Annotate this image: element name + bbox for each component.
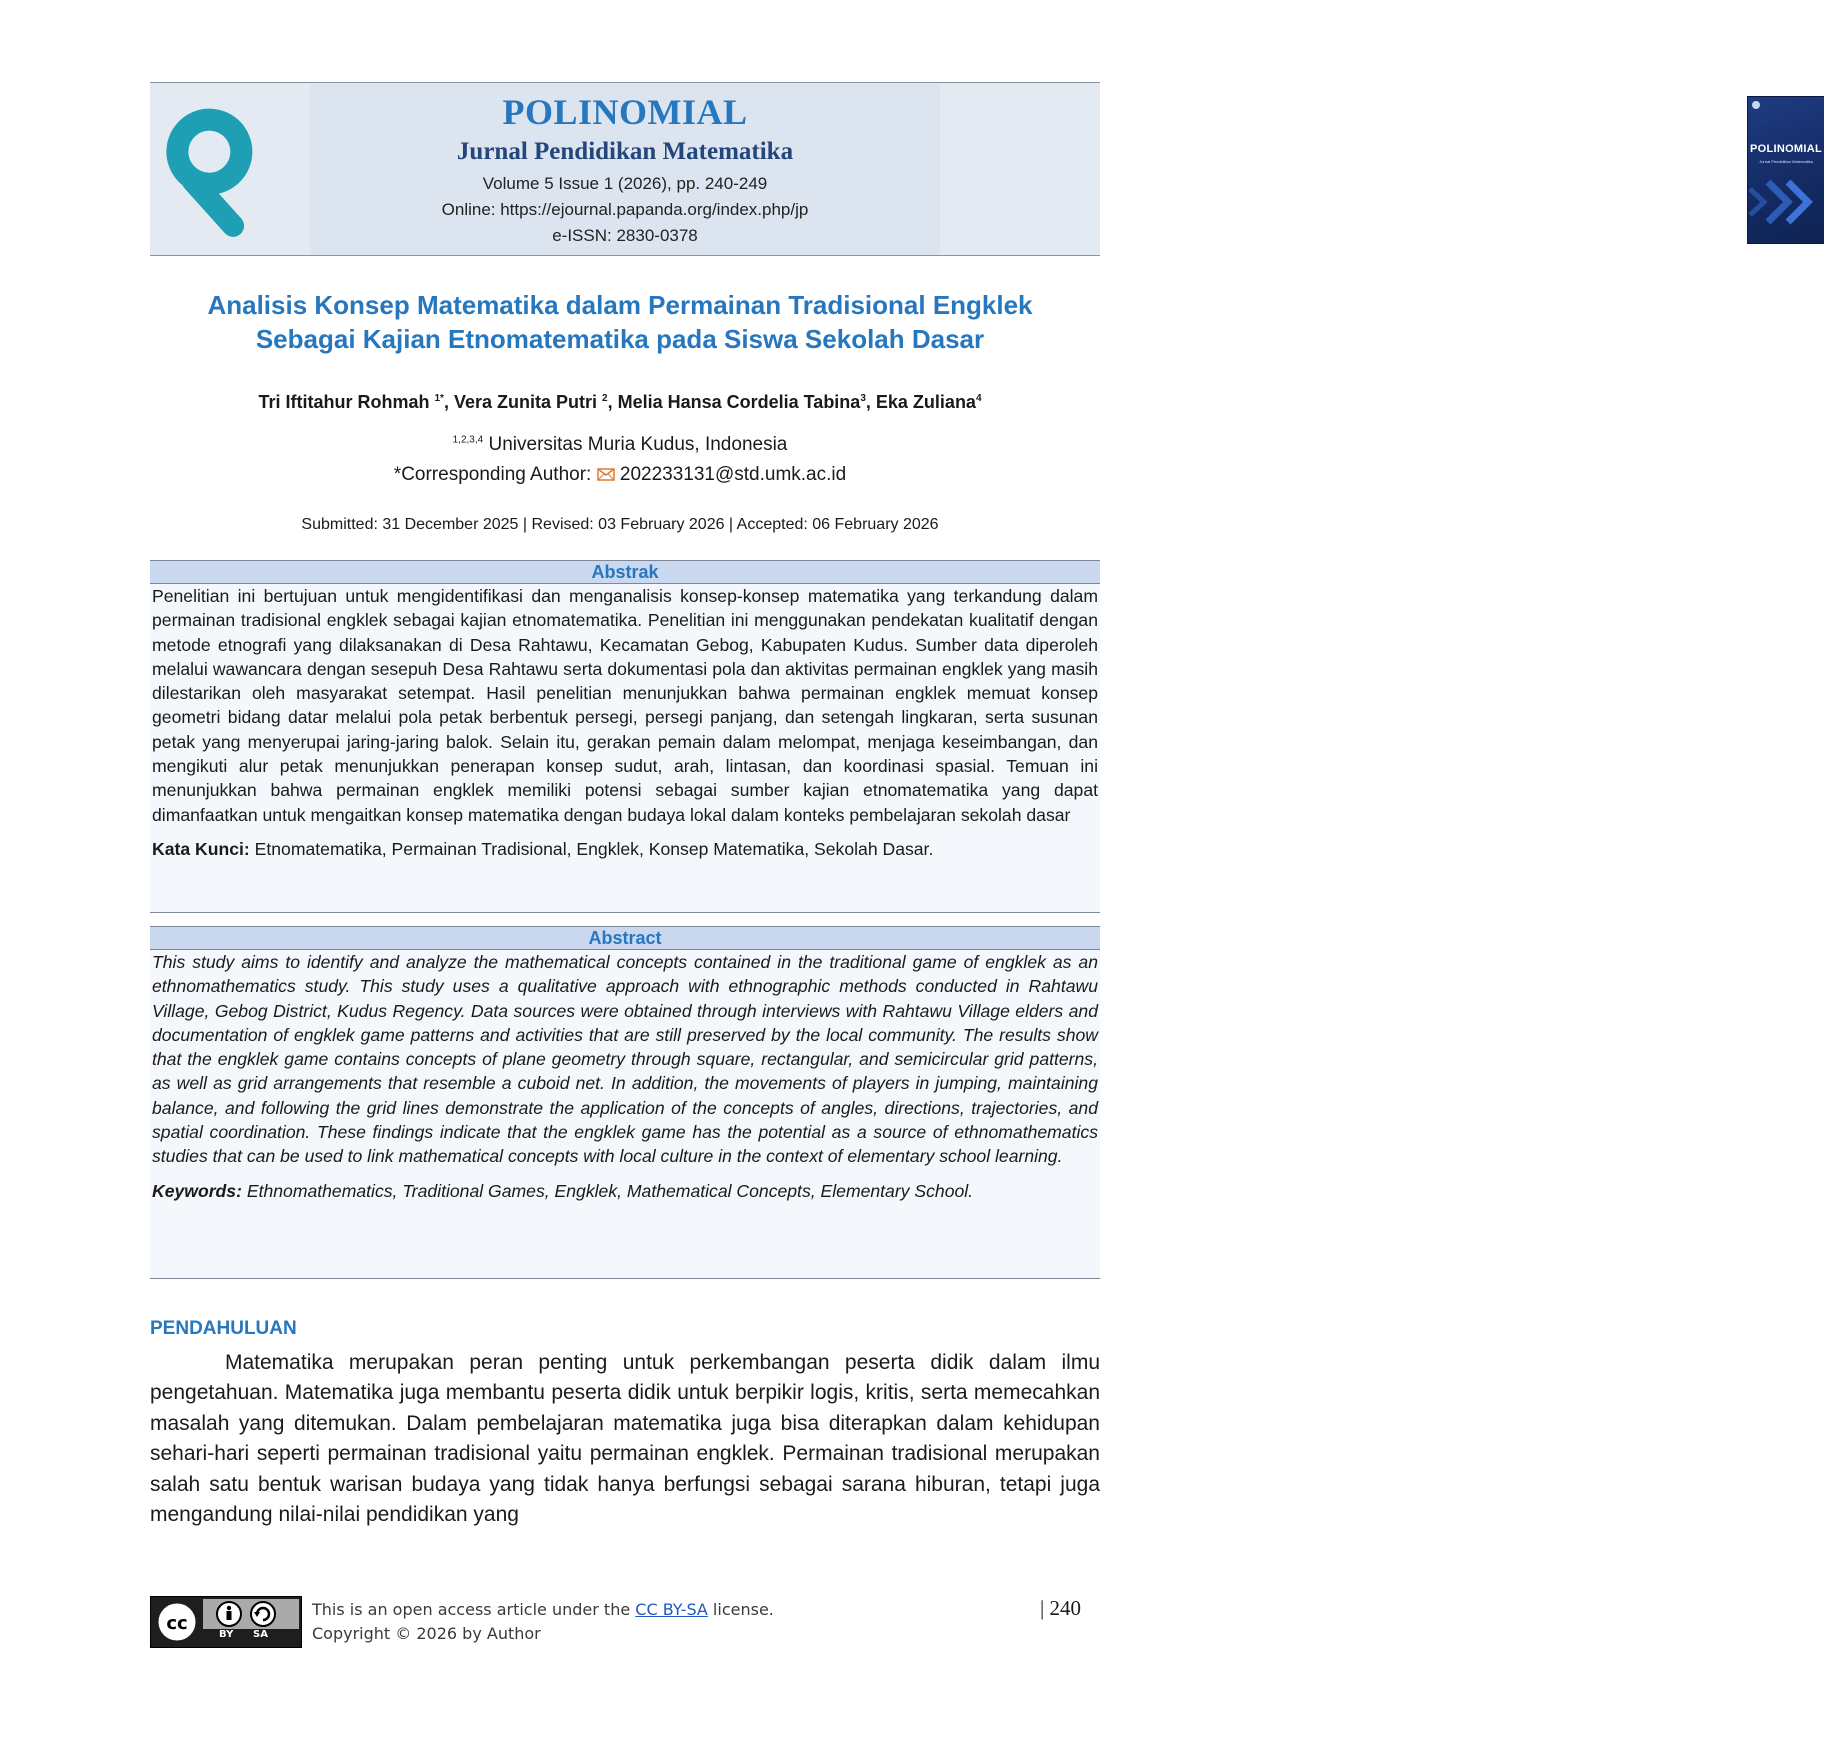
license-prefix: This is an open access article under the	[312, 1600, 636, 1619]
corresponding-email[interactable]: 202233131@std.umk.ac.id	[614, 464, 847, 485]
license-line	[312, 1598, 774, 1622]
author-affil-sup: 4	[975, 393, 982, 404]
author-affil-sup: 2	[602, 393, 608, 404]
abstract-heading: Abstract	[150, 926, 1100, 950]
eissn: e-ISSN: 2830-0378	[552, 226, 698, 245]
abstrak-heading: Abstrak	[150, 560, 1100, 584]
cover-subtitle: Jurnal Pendidikan Matematika	[1759, 159, 1813, 164]
journal-cover-area	[940, 83, 1823, 255]
abstrak-keywords-label: Kata Kunci:	[152, 838, 250, 859]
license-link[interactable]: CC BY-SA	[635, 1600, 708, 1619]
author-name: Vera Zunita Putri	[453, 392, 602, 412]
abstract-keywords-list: Ethnomathematics, Traditional Games, Engklek, Mathematical Concepts, Elementary School.	[241, 1180, 974, 1201]
cc-sa-label: SA	[253, 1629, 268, 1640]
abstrak-section	[150, 584, 1100, 913]
cc-by-label: BY	[219, 1629, 234, 1640]
journal-cover-image	[1748, 97, 1824, 243]
author-list: Tri Iftitahur Rohmah $^{1*}$, Vera Zunita Putri $^2$, Melia Hansa Cordelia Tabina$^3$, Eka Zuliana$^4$	[258, 392, 982, 412]
author-affil-sup: 1*	[434, 393, 444, 404]
corresponding-label: *Corresponding Author:	[393, 464, 597, 485]
volume-info: Volume 5 Issue 1 (2026), pp. 240-249	[482, 174, 768, 193]
cc-license-badge[interactable]	[150, 1596, 302, 1648]
abstract-section	[150, 950, 1100, 1279]
journal-name: POLINOMIAL	[502, 92, 748, 132]
abstract-text: This study aims to identify and analyze the mathematical concepts contained in the traditional game of engklek as an ethnomathematics study. This study uses a qualitative approach with ethnographic methods conducted in Rahtawu Village, Gebog District, Kudus Regency. Data sources were obtained through interviews with Rahtawu Village elders and documentation of engklek game patterns and activities that are still preserved by the local community. The results show that the engklek game contains concepts of plane geometry through square, rectangular, and semicircular grid patterns, as well as grid arrangements that resemble a cuboid net. In addition, the movements of players in jumping, maintaining balance, and following the grid lines demonstrate the application of the concepts of angles, directions, trajectories, and spatial coordination. These findings indicate that the engklek game has the potential as a source of ethnomathematics studies that can be used to link mathematical concepts with local culture in the context of elementary school learning.	[152, 952, 1098, 1167]
abstract-keywords	[152, 1179, 1098, 1203]
abstrak-text: Penelitian ini bertujuan untuk mengidentifikasi dan menganalisis konsep-konsep matematika yang terkandung dalam permainan tradisional engklek sebagai kajian etnomatematika. Penelitian ini menggunakan pendekatan kualitatif dengan metode etnografi yang dilaksanakan di Desa Rahtawu, Kecamatan Gebog, Kabupaten Kudus. Sumber data diperoleh melalui wawancara dengan sesepuh Desa Rahtawu serta dokumentasi pola dan aktivitas permainan engklek yang masih dilestarikan oleh masyarakat setempat. Hasil penelitian menunjukkan bahwa permainan engklek memuat konsep geometri bidang datar melalui pola petak berbentuk persegi, persegi panjang, dan setengah lingkaran, serta susunan petak yang menyerupai jaring-jaring balok. Selain itu, gerakan pemain dalam melompat, menjaga keseimbangan, dan mengikuti alur petak menunjukkan penerapan konsep sudut, arah, lintasan, dan koordinasi spasial. Temuan ini menunjukkan bahwa permainan engklek memiliki potensi sebagai sumber kajian etnomatematika yang dapat dimanfaatkan untuk mengaitkan konsep matematika dengan budaya lokal dalam konteks pembelajaran sekolah dasar	[152, 586, 1098, 825]
abstract-keywords-label: Keywords:	[152, 1180, 242, 1201]
paper-title-line-2: Sebagai Kajian Etnomatematika pada Siswa Sekolah Dasar	[255, 324, 985, 354]
license-notice	[312, 1598, 774, 1646]
submission-dates: Submitted: 31 December 2025 | Revised: 03 February 2026 | Accepted: 06 February 2026	[301, 516, 939, 533]
journal-subtitle: Jurnal Pendidikan Matematika	[456, 138, 794, 165]
copyright: Copyright © 2026 by Author	[312, 1624, 541, 1643]
abstrak-keywords-list: Etnomatematika, Permainan Tradisional, Engklek, Konsep Matematika, Sekolah Dasar.	[249, 838, 934, 859]
affiliation-sup: 1,2,3,4	[452, 434, 484, 446]
cover-emblem-icon	[1752, 101, 1760, 109]
cover-chevron-pattern-icon	[1748, 177, 1824, 237]
author-name: Melia Hansa Cordelia Tabina	[617, 392, 861, 412]
envelope-icon	[597, 468, 615, 481]
cover-title: POLINOMIAL	[1749, 143, 1823, 155]
journal-logo-area	[150, 83, 310, 255]
svg-text:cc: cc	[166, 1613, 188, 1634]
affiliation	[100, 434, 1140, 456]
abstrak-keywords	[152, 837, 1098, 861]
intro-paragraph: Matematika merupakan peran penting untuk perkembangan peserta didik dalam ilmu pengetahuan. Matematika juga membantu peserta didik untuk berpikir logis, kritis, serta memecahkan masalah yang ditemukan. Dalam pembelajaran matematika juga bisa diterapkan dalam kehidupan sehari-hari seperti permainan tradisional yaitu permainan engklek. Permainan tradisional merupakan salah satu bentuk warisan budaya yang tidak hanya berfungsi sebagai sarana hiburan, tetapi juga mengandung nilai-nilai pendidikan yang	[150, 1351, 1100, 1527]
paper-title-line-1: Analisis Konsep Matematika dalam Permainan Tradisional Engklek	[207, 290, 1033, 320]
license-suffix: license.	[707, 1600, 774, 1619]
section-title: PENDAHULUAN	[150, 1318, 297, 1339]
author-name: Tri Iftitahur Rohmah	[258, 392, 435, 412]
journal-header	[150, 82, 1823, 256]
corresponding-author	[100, 464, 1140, 486]
affiliation-name: Universitas Muria Kudus, Indonesia	[483, 434, 788, 455]
author-name: Eka Zuliana	[875, 392, 976, 412]
journal-logo-icon	[164, 93, 294, 245]
online-url[interactable]: Online: https://ejournal.papanda.org/index.php/jp	[441, 200, 809, 219]
author-affil-sup: 3	[860, 393, 866, 404]
page-number: | 240	[1040, 1596, 1081, 1620]
